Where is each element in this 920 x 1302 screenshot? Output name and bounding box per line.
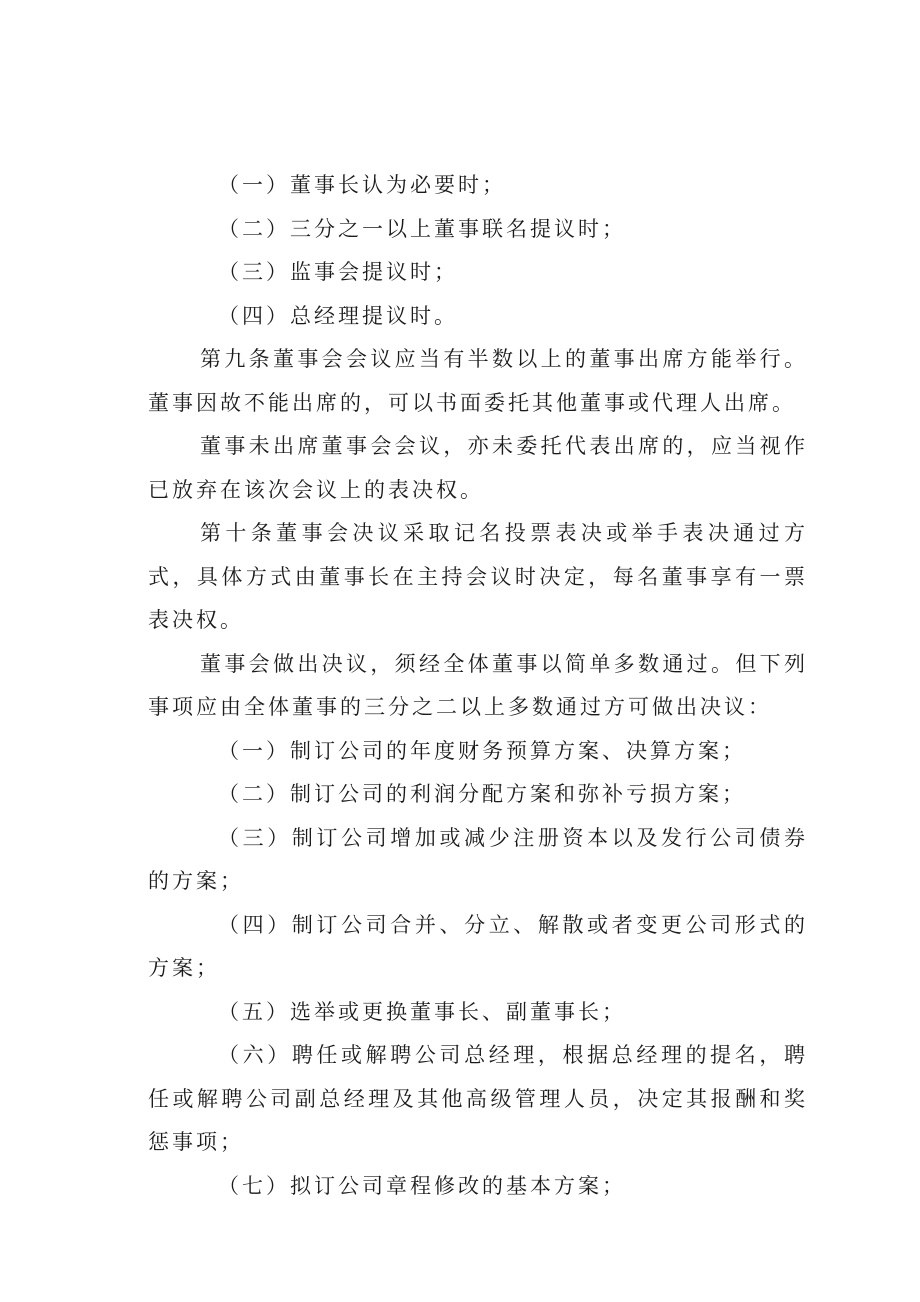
paragraph-article-9: 第九条董事会会议应当有半数以上的董事出席方能举行。董事因故不能出席的，可以书面委托其他董事或代理人出席。 xyxy=(148,347,808,415)
document-body xyxy=(148,164,808,1208)
paragraph-matter-6: （六）聘任或解聘公司总经理，根据总经理的提名，聘任或解聘公司副总经理及其他高级管理人员，决定其报酬和奖惩事项； xyxy=(148,1043,808,1154)
paragraph-item-1: （一）董事长认为必要时； xyxy=(218,173,506,197)
paragraph-item-2: （二）三分之一以上董事联名提议时； xyxy=(218,216,626,241)
paragraph-item-4: （四）总经理提议时。 xyxy=(218,303,458,328)
paragraph-matter-5: （五）选举或更换董事长、副董事长； xyxy=(218,999,626,1024)
paragraph-matter-4: （四）制订公司合并、分立、解散或者变更公司形式的方案； xyxy=(148,912,808,980)
paragraph-item-3: （三）监事会提议时； xyxy=(218,260,458,284)
paragraph-matter-2: （二）制订公司的利润分配方案和弥补亏损方案； xyxy=(218,782,746,806)
paragraph-resolution: 董事会做出决议，须经全体董事以简单多数通过。但下列事项应由全体董事的三分之二以上多数通过方可做出决议： xyxy=(148,651,808,719)
paragraph-matter-7: （七）拟订公司章程修改的基本方案； xyxy=(218,1173,626,1198)
paragraph-matter-3: （三）制订公司增加或减少注册资本以及发行公司债券的方案； xyxy=(148,825,808,893)
paragraph-article-10: 第十条董事会决议采取记名投票表决或举手表决通过方式，具体方式由董事长在主持会议时决定，每名董事享有一票表决权。 xyxy=(148,521,808,632)
paragraph-matter-1: （一）制订公司的年度财务预算方案、决算方案； xyxy=(218,738,746,763)
paragraph-absence: 董事未出席董事会会议，亦未委托代表出席的，应当视作已放弃在该次会议上的表决权。 xyxy=(148,434,808,502)
